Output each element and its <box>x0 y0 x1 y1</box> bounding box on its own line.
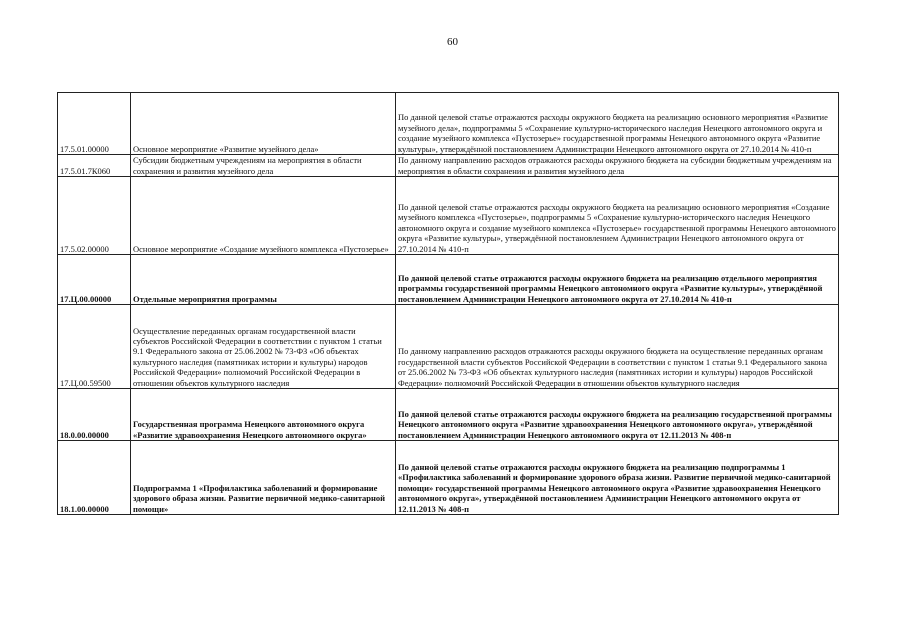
row-description: По данной целевой статье отражаются расходы окружного бюджета на реализацию основного мероприятия «Создание музейного комплекса «Пустозерье», подпрограммы 5 «Сохранение культурно-исторического наследия Ненецкого автономного округа и создание музейного комплекса «Пустозерье» государственной программы Ненецкого автономного округа «Развитие культуры», утверждённой постановлением Администрации Ненецкого автономного округа от 27.10.2014 № 410-п <box>396 177 839 255</box>
table-row <box>58 389 839 441</box>
row-description: По данному направлению расходов отражаются расходы окружного бюджета на субсидии бюджетным учреждениям на мероприятия в области сохранения и развития музейного дела <box>396 155 839 177</box>
row-name: Основное мероприятие «Создание музейного комплекса «Пустозерье» <box>131 177 396 255</box>
table-row <box>58 177 839 255</box>
row-code: 17.5.02.00000 <box>58 177 131 255</box>
row-name: Осуществление переданных органам государственной власти субъектов Российской Федерации в соответствии с пунктом 1 статьи 9.1 Федерального закона от 25.06.2002 № 73-ФЗ «Об объектах культурного наследия (памятниках истории и культуры) народов Российской Федерации» полномочий Российской Федерации в отношении объектов культурного наследия <box>131 305 396 389</box>
row-name: Подпрограмма 1 «Профилактика заболеваний и формирование здорового образа жизни. Развитие первичной медико-санитарной помощи» <box>131 441 396 515</box>
table-row <box>58 305 839 389</box>
row-code: 18.0.00.00000 <box>58 389 131 441</box>
table-row <box>58 155 839 177</box>
row-code: 18.1.00.00000 <box>58 441 131 515</box>
table-row <box>58 93 839 155</box>
row-code: 17.Ц.00.00000 <box>58 255 131 305</box>
page-number: 60 <box>447 36 458 48</box>
budget-classification-table <box>57 92 839 515</box>
row-name: Отдельные мероприятия программы <box>131 255 396 305</box>
row-description: По данной целевой статье отражаются расходы окружного бюджета на реализацию подпрограммы 1 «Профилактика заболеваний и формирование здорового образа жизни. Развитие первичной медико-санитарной помощи» государственной программы Ненецкого автономного округа «Развитие здравоохранения Ненецкого автономного округа», утверждённой постановлением Администрации Ненецкого автономного округа от 12.11.2013 № 408-п <box>396 441 839 515</box>
row-name: Субсидии бюджетным учреждениям на мероприятия в области сохранения и развития музейного дела <box>131 155 396 177</box>
row-description: По данной целевой статье отражаются расходы окружного бюджета на реализацию основного мероприятия «Развитие музейного дела», подпрограммы 5 «Сохранение культурно-исторического наследия Ненецкого автономного округа и создание музейного комплекса «Пустозерье» государственной программы Ненецкого автономного округа «Развитие культуры», утверждённой постановлением Администрации Ненецкого автономного округа от 27.10.2014 № 410-п <box>396 93 839 155</box>
row-code: 17.Ц.00.59500 <box>58 305 131 389</box>
row-description: По данному направлению расходов отражаются расходы окружного бюджета на осуществление переданных органам государственной власти субъектов Российской Федерации в соответствии с пунктом 1 статьи 9.1 Федерального закона от 25.06.2002 № 73-ФЗ «Об объектах культурного наследия (памятниках истории и культуры) народов Российской Федерации» полномочий Российской Федерации в отношении объектов культурного наследия <box>396 305 839 389</box>
table-row <box>58 255 839 305</box>
row-description: По данной целевой статье отражаются расходы окружного бюджета на реализацию государственной программы Ненецкого автономного округа «Развитие здравоохранения Ненецкого автономного округа», утверждённой постановлением Администрации Ненецкого автономного округа от 12.11.2013 № 408-п <box>396 389 839 441</box>
row-code: 17.5.01.7К060 <box>58 155 131 177</box>
row-description: По данной целевой статье отражаются расходы окружного бюджета на реализацию отдельного мероприятия программы государственной программы Ненецкого автономного округа «Развитие культуры», утверждённой постановлением Администрации Ненецкого автономного округа от 27.10.2014 № 410-п <box>396 255 839 305</box>
table-row <box>58 441 839 515</box>
row-name: Основное мероприятие «Развитие музейного дела» <box>131 93 396 155</box>
row-name: Государственная программа Ненецкого автономного округа «Развитие здравоохранения Ненецкого автономного округа» <box>131 389 396 441</box>
row-code: 17.5.01.00000 <box>58 93 131 155</box>
